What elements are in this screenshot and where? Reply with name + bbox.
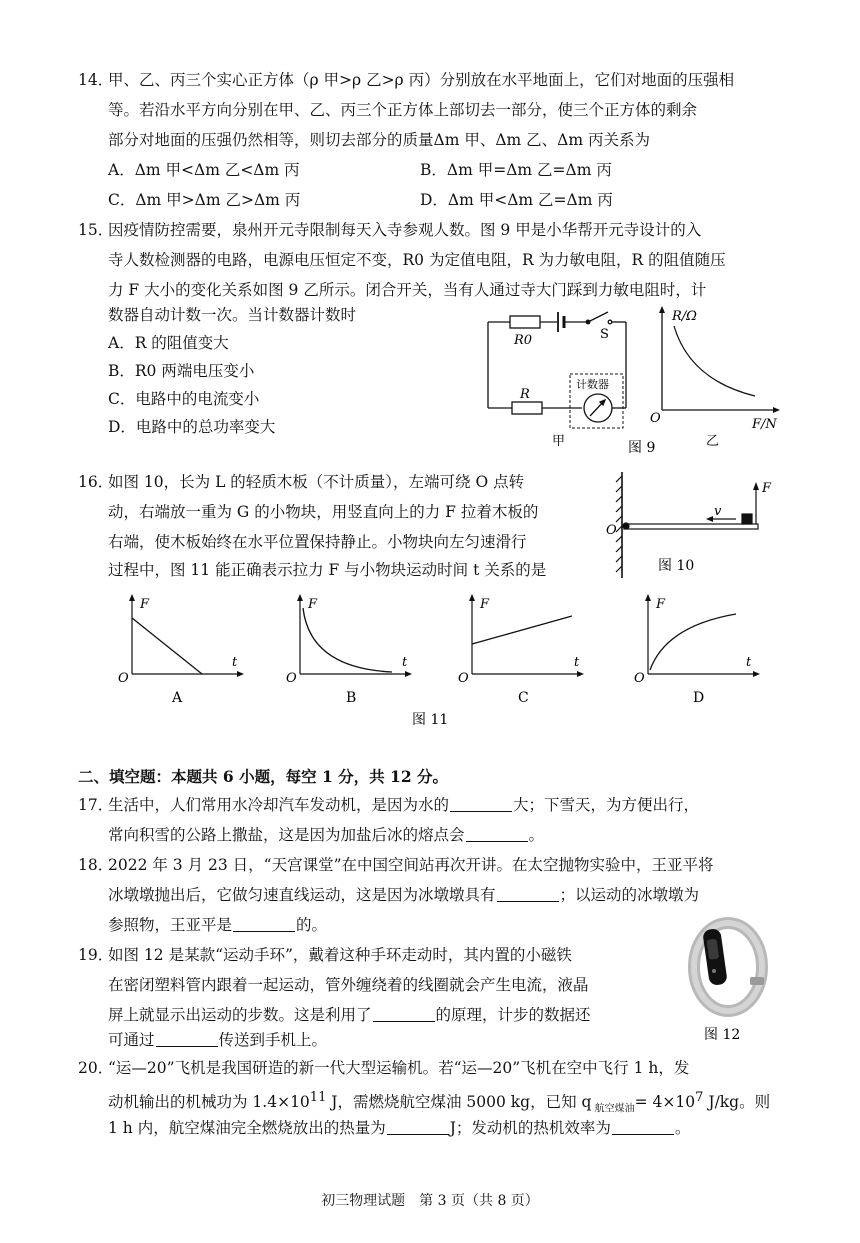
q19-line-1: 如图 12 是某款“运动手环”，戴着这种手环走动时，其内置的小磁铁	[108, 946, 572, 964]
figure-12-fitness-band	[680, 915, 780, 1045]
q19-line-4	[108, 1030, 327, 1050]
q19-line-2: 在密闭塑料管内跟着一起运动，管外缠绕着的线圈就会产生电流，液晶	[108, 976, 589, 994]
q19-text: 传送到手机上。	[218, 1031, 328, 1049]
answer-blank[interactable]	[466, 826, 528, 842]
q15-option-a: A．R 的阻值变大	[108, 334, 229, 352]
q19-line-3	[108, 1005, 591, 1025]
figure-9	[480, 300, 800, 458]
q14-option-c: C．Δm 甲>Δm 乙>Δm 丙	[108, 191, 301, 209]
q14-option-a: A．Δm 甲<Δm 乙<Δm 丙	[108, 161, 300, 179]
question-number: 14．	[78, 71, 114, 89]
band-clasp	[750, 977, 764, 985]
rf-curve	[674, 326, 755, 396]
q20-text: J；发动机的热机效率为	[449, 1119, 611, 1137]
q18-line-1: 2022 年 3 月 23 日，“天宫课堂”在中国空间站再次开讲。在太空抛物实验中，王亚平将	[108, 856, 714, 874]
label-f: F	[762, 481, 772, 496]
graph-b-ylabel: F	[308, 597, 318, 612]
q20-text: 动机输出的机械功为 1.4×10	[108, 1093, 310, 1112]
q15-line-3: 力 F 大小的变化关系如图 9 乙所示。闭合开关，当有人通过寺大门踩到力敏电阻时，计	[108, 281, 707, 299]
answer-blank[interactable]	[387, 1119, 449, 1135]
pivot-o	[623, 523, 629, 529]
graph-a-ylabel: F	[140, 597, 150, 612]
graph-d-ylabel: F	[656, 597, 666, 612]
question-number: 17．	[78, 796, 114, 814]
q15-option-d: D．电路中的总功率变大	[108, 418, 276, 436]
q18-text: ；以运动的冰墩墩为	[559, 886, 700, 904]
resistor-r	[512, 402, 542, 414]
q17-text: 生活中，人们常用水冷却汽车发动机，是因为水的	[108, 796, 450, 814]
q14-option-d: D．Δm 甲<Δm 乙=Δm 丙	[420, 191, 613, 209]
q17-line-2	[108, 825, 544, 845]
figure-10	[600, 470, 800, 582]
q20-text: J，需燃烧航空煤油 5000 kg，已知 q	[326, 1093, 592, 1112]
figure-10-caption: 图 10	[658, 558, 695, 574]
question-number: 19．	[78, 946, 114, 964]
graph-ylabel: R/Ω	[672, 309, 697, 324]
q15-option-c: C．电路中的电流变小	[108, 390, 260, 408]
q17-line-1	[108, 795, 699, 815]
q14-line-3: 部分对地面的压强仍然相等，则切去部分的质量Δm 甲、Δm 乙、Δm 丙关系为	[108, 131, 650, 149]
graph-c-ylabel: F	[480, 597, 490, 612]
answer-blank[interactable]	[612, 1119, 674, 1135]
answer-blank[interactable]	[233, 916, 295, 932]
q15-line-1: 因疫情防控需要，泉州开元寺限制每天入寺参观人数。图 9 甲是小华帮开元寺设计的入	[108, 221, 702, 239]
q20-line-3	[108, 1118, 690, 1138]
q17-text: 常向积雪的公路上撒盐，这是因为加盐后冰的熔点会	[108, 826, 465, 844]
graph-c-xlabel: t	[574, 655, 580, 670]
graph-c-origin: O	[458, 671, 469, 686]
exponent: 7	[695, 1090, 704, 1105]
answer-blank[interactable]	[373, 1006, 435, 1022]
graph-a-xlabel: t	[232, 655, 238, 670]
graph-d-origin: O	[634, 671, 645, 686]
graph-d-xlabel: t	[746, 655, 752, 670]
answer-blank[interactable]	[497, 886, 559, 902]
q18-line-2	[108, 885, 699, 905]
graph-b-origin: O	[286, 671, 297, 686]
q17-text: 。	[528, 826, 545, 844]
label-v: v	[714, 504, 722, 519]
q19-text: 屏上就显示出运动的步数。这是利用了	[108, 1006, 372, 1024]
q18-text: 的。	[296, 916, 328, 934]
question-number: 18．	[78, 856, 114, 874]
q20-text: = 4×10	[634, 1093, 696, 1112]
q15-line-4: 数器自动计数一次。当计数器计数时	[108, 306, 357, 324]
q14-option-b: B．Δm 甲=Δm 乙=Δm 丙	[420, 161, 612, 179]
question-number: 20．	[78, 1059, 114, 1077]
label-r0: R0	[514, 333, 533, 348]
q18-text: 冰墩墩抛出后，它做匀速直线运动，这是因为冰墩墩具有	[108, 886, 496, 904]
q20-text: 。	[674, 1119, 691, 1137]
figure-12-caption: 图 12	[704, 1027, 741, 1043]
q20-text: 1 h 内，航空煤油完全燃烧放出的热量为	[108, 1119, 386, 1137]
question-number: 15．	[78, 221, 114, 239]
small-block	[742, 514, 752, 524]
q15-option-b: B．R0 两端电压变小	[108, 362, 255, 380]
figure-9-caption: 图 9	[628, 440, 656, 456]
q15-line-2: 寺人数检测器的电路，电源电压恒定不变，R0 为定值电阻，R 为力敏电阻，R 的阻值随压	[108, 251, 726, 269]
page-footer: 初三物理试题 第 3 页（共 8 页）	[321, 1193, 539, 1209]
graph-label-b: B	[346, 690, 357, 706]
q19-text: 的原理，计步的数据还	[435, 1006, 591, 1024]
q14-line-2: 等。若沿水平方向分别在甲、乙、丙三个正方体上部切去一部分，使三个正方体的剩余	[108, 101, 698, 119]
section-title: 二、填空题：本题共 6 小题，每空 1 分，共 12 分。	[78, 767, 449, 786]
q17-text: 大；下雪天，为方便出行，	[513, 796, 700, 814]
answer-blank[interactable]	[156, 1031, 218, 1047]
label-counter: 计数器	[576, 378, 609, 391]
figure-11	[110, 590, 770, 730]
label-r: R	[520, 387, 530, 402]
q18-text: 参照物，王亚平是	[108, 916, 233, 934]
graph-label-c: C	[518, 690, 529, 706]
graph-label-a: A	[172, 690, 183, 706]
switch-blade	[588, 312, 608, 322]
q19-text: 可通过	[108, 1031, 155, 1049]
graph-b-xlabel: t	[402, 655, 408, 670]
subscript: 航空煤油	[591, 1103, 635, 1115]
answer-blank[interactable]	[450, 796, 512, 812]
label-jia: 甲	[552, 434, 566, 449]
figure-11-caption: 图 11	[412, 712, 449, 728]
graph-a-origin: O	[118, 671, 129, 686]
graph-xlabel: F/N	[752, 417, 777, 432]
q20-line-1: “运—20”飞机是我国研造的新一代大型运输机。若“运—20”飞机在空中飞行 1 h，发	[108, 1059, 690, 1077]
wooden-board	[624, 524, 758, 529]
label-yi: 乙	[706, 434, 720, 449]
label-o: O	[606, 523, 617, 538]
q16-line-1: 如图 10，长为 L 的轻质木板（不计质量），左端可绕 O 点转	[108, 473, 525, 491]
graph-origin: O	[650, 411, 661, 426]
q20-line-2	[108, 1088, 770, 1119]
question-number: 16．	[78, 473, 114, 491]
q16-line-2: 动，右端放一重为 G 的小物块，用竖直向上的力 F 拉着木板的	[108, 503, 539, 521]
q18-line-3	[108, 915, 327, 935]
exponent: 11	[309, 1090, 327, 1105]
graph-label-d: D	[693, 690, 705, 706]
resistor-r0	[510, 316, 540, 328]
q14-line-1: 甲、乙、丙三个实心正方体（ρ 甲>ρ 乙>ρ 丙）分别放在水平地面上，它们对地面的压强相	[108, 71, 735, 89]
q16-line-4: 过程中，图 11 能正确表示拉力 F 与小物块运动时间 t 关系的是	[108, 561, 547, 579]
q16-line-3: 右端，使木板始终在水平位置保持静止。小物块向左匀速滑行	[108, 533, 527, 551]
q20-text: J/kg。则	[703, 1093, 771, 1112]
label-s: S	[600, 327, 609, 342]
resistance-force-graph	[650, 306, 780, 449]
